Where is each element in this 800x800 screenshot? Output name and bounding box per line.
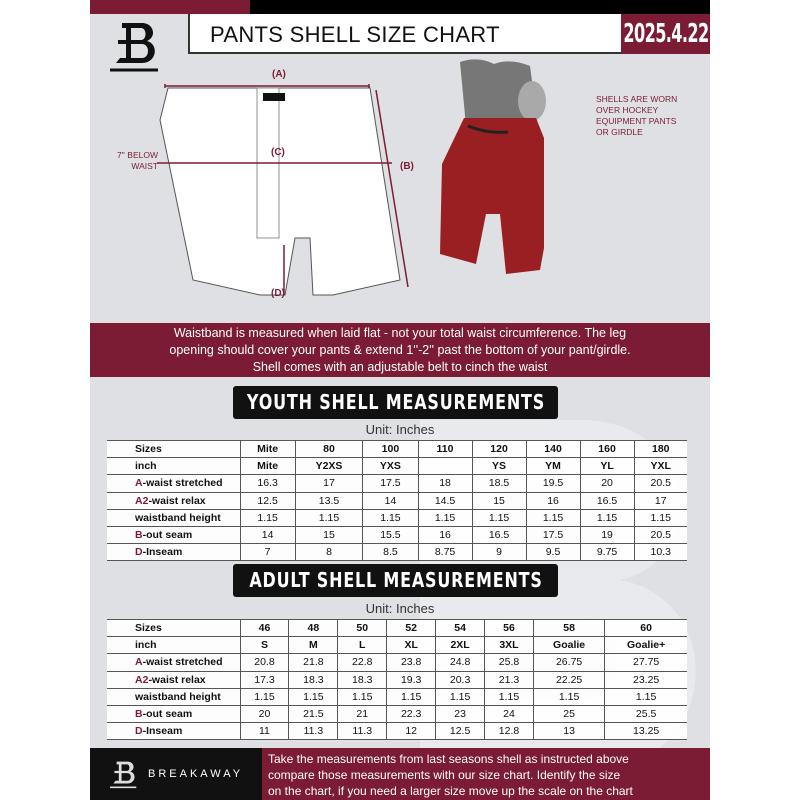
- measurement-info-band: [90, 323, 710, 377]
- info-line: Shell comes with an adjustable belt to cinch the waist: [252, 360, 548, 374]
- table-cell: 3XL: [485, 637, 534, 654]
- row-label: [107, 705, 240, 722]
- label-c: (C): [271, 147, 285, 158]
- table-cell: 1.15: [605, 688, 687, 705]
- table-cell: 1.15: [472, 509, 526, 526]
- table-cell: Mite: [240, 458, 295, 475]
- top-bar: [250, 0, 710, 14]
- table-cell: 1.15: [418, 509, 472, 526]
- table-cell: 22.3: [387, 705, 436, 722]
- note-line: EQUIPMENT PANTS: [596, 116, 677, 126]
- note-line: OVER HOCKEY: [596, 105, 659, 115]
- table-row: [107, 688, 687, 705]
- table-cell: 25.5: [605, 705, 687, 722]
- label-d: (D): [271, 288, 285, 299]
- table-cell: 19.5: [526, 475, 580, 492]
- table-cell: Mite: [240, 441, 295, 458]
- row-label: [107, 526, 240, 543]
- below-waist-note: [100, 150, 158, 172]
- table-cell: L: [338, 637, 387, 654]
- table-cell: 13.25: [605, 723, 687, 740]
- table-row: [107, 671, 687, 688]
- table-cell: 20: [580, 475, 634, 492]
- table-cell: 18: [418, 475, 472, 492]
- page-title: PANTS SHELL SIZE CHART: [210, 22, 500, 47]
- top-bar-accent: [90, 0, 250, 14]
- table-cell: 1.15: [533, 688, 604, 705]
- row-label: [107, 637, 240, 654]
- table-cell: 14.5: [418, 492, 472, 509]
- table-cell: 21: [338, 705, 387, 722]
- table-cell: 13: [533, 723, 604, 740]
- table-cell: [418, 458, 472, 475]
- table-row: [107, 723, 687, 740]
- breakaway-logo-icon: [108, 20, 163, 75]
- shells-note: [596, 94, 677, 138]
- instruction-line: on the chart, if you need a larger size move up the scale on the chart: [268, 784, 633, 798]
- table-cell: 56: [485, 620, 534, 637]
- table-cell: XL: [387, 637, 436, 654]
- table-cell: 15: [295, 526, 363, 543]
- measure-code: D: [135, 725, 143, 738]
- measure-name: -out seam: [142, 708, 193, 721]
- table-row: [107, 544, 687, 561]
- table-cell: YXL: [634, 458, 687, 475]
- table-cell: 80: [295, 441, 363, 458]
- table-cell: 16: [526, 492, 580, 509]
- table-cell: 22.8: [338, 654, 387, 671]
- table-cell: 12.5: [240, 492, 295, 509]
- row-label: [107, 723, 240, 740]
- table-cell: 12.8: [485, 723, 534, 740]
- row-label: [107, 475, 240, 492]
- table-cell: 160: [580, 441, 634, 458]
- table-cell: 52: [387, 620, 436, 637]
- table-cell: 18.5: [472, 475, 526, 492]
- measure-code: B: [135, 708, 143, 721]
- table-cell: 16.3: [240, 475, 295, 492]
- table-cell: YL: [580, 458, 634, 475]
- note-line: 7'' BELOW: [116, 150, 158, 160]
- table-cell: 14: [363, 492, 418, 509]
- brand-name: BREAKAWAY: [148, 768, 244, 780]
- measure-code: A2: [135, 673, 149, 686]
- table-cell: 17: [295, 475, 363, 492]
- label-a: (A): [272, 69, 286, 80]
- table-cell: 20.8: [240, 654, 289, 671]
- info-line: Waistband is measured when laid flat - not your total waist circumference. The leg: [173, 326, 627, 340]
- table-cell: 26.75: [533, 654, 604, 671]
- table-cell: 19: [580, 526, 634, 543]
- row-label: [107, 458, 240, 475]
- table-cell: 15: [472, 492, 526, 509]
- table-cell: 22.25: [533, 671, 604, 688]
- info-line: opening should cover your pants & extend 1''-2'' past the bottom of your pant/girdle.: [169, 343, 631, 357]
- table-cell: 7: [240, 544, 295, 561]
- table-cell: 110: [418, 441, 472, 458]
- table-cell: 20.3: [436, 671, 485, 688]
- date-text: 2025.4.22: [622, 19, 709, 49]
- measure-name: waistband height: [135, 690, 221, 703]
- table-cell: 1.15: [240, 688, 289, 705]
- size-chart-panel: [90, 0, 710, 800]
- table-cell: 58: [533, 620, 604, 637]
- table-cell: 1.15: [295, 509, 363, 526]
- table-cell: 9.75: [580, 544, 634, 561]
- table-cell: 10.3: [634, 544, 687, 561]
- table-cell: 50: [338, 620, 387, 637]
- table-cell: 1.15: [387, 688, 436, 705]
- table-cell: YXS: [363, 458, 418, 475]
- table-cell: 25: [533, 705, 604, 722]
- table-cell: 12.5: [436, 723, 485, 740]
- table-cell: 8: [295, 544, 363, 561]
- table-cell: 11.3: [289, 723, 338, 740]
- table-row: [107, 458, 687, 475]
- note-line: OR GIRDLE: [596, 127, 643, 137]
- table-cell: 15.5: [363, 526, 418, 543]
- table-cell: 23: [436, 705, 485, 722]
- instruction-line: Take the measurements from last seasons shell as instructed above: [268, 752, 629, 766]
- table-cell: 21.3: [485, 671, 534, 688]
- table-cell: 17.5: [526, 526, 580, 543]
- table-cell: YS: [472, 458, 526, 475]
- row-label: [107, 671, 240, 688]
- table-cell: 19.3: [387, 671, 436, 688]
- table-cell: 14: [240, 526, 295, 543]
- table-row: [107, 526, 687, 543]
- table-cell: 21.8: [289, 654, 338, 671]
- table-row: [107, 705, 687, 722]
- table-cell: 1.15: [289, 688, 338, 705]
- table-cell: S: [240, 637, 289, 654]
- adult-section-badge: [233, 564, 558, 597]
- breakaway-logo-icon: [108, 760, 140, 790]
- table-cell: 24.8: [436, 654, 485, 671]
- table-cell: 1.15: [240, 509, 295, 526]
- table-cell: 16.5: [472, 526, 526, 543]
- measure-name: -Inseam: [142, 725, 183, 738]
- table-row: [107, 620, 687, 637]
- date-badge: [621, 14, 710, 54]
- adult-unit-label: Unit: Inches: [365, 601, 435, 616]
- table-cell: 46: [240, 620, 289, 637]
- measure-name: -waist stretched: [142, 656, 223, 669]
- table-cell: 8.5: [363, 544, 418, 561]
- measure-name: -out seam: [142, 529, 193, 542]
- measure-name: -Inseam: [142, 546, 183, 559]
- table-cell: 8.75: [418, 544, 472, 561]
- table-cell: 1.15: [338, 688, 387, 705]
- table-cell: 20.5: [634, 526, 687, 543]
- measure-code: B: [135, 529, 143, 542]
- table-cell: 20: [240, 705, 289, 722]
- row-label: [107, 688, 240, 705]
- table-cell: 18.3: [338, 671, 387, 688]
- table-cell: 20.5: [634, 475, 687, 492]
- measure-name: inch: [135, 460, 157, 473]
- table-cell: 18.3: [289, 671, 338, 688]
- adult-section-title: ADULT SHELL MEASUREMENTS: [248, 568, 543, 592]
- table-cell: 25.8: [485, 654, 534, 671]
- measure-code: D: [135, 546, 143, 559]
- table-cell: 23.8: [387, 654, 436, 671]
- table-cell: 54: [436, 620, 485, 637]
- pants-diagram: [145, 80, 435, 305]
- table-cell: Goalie+: [605, 637, 687, 654]
- youth-section-title: YOUTH SHELL MEASUREMENTS: [246, 390, 545, 414]
- hockey-pants-photo: [438, 56, 568, 296]
- instruction-line: compare those measurements with our size chart. Identify the size: [268, 768, 621, 782]
- table-row: [107, 637, 687, 654]
- table-row: [107, 654, 687, 671]
- table-cell: 1.15: [363, 509, 418, 526]
- table-row: [107, 492, 687, 509]
- table-cell: 17.5: [363, 475, 418, 492]
- table-cell: 23.25: [605, 671, 687, 688]
- adult-size-table: [107, 619, 687, 740]
- table-cell: 17.3: [240, 671, 289, 688]
- table-cell: 13.5: [295, 492, 363, 509]
- row-label: [107, 441, 240, 458]
- measure-name: -waist stretched: [142, 477, 223, 490]
- table-cell: 1.15: [436, 688, 485, 705]
- label-b: (B): [400, 161, 414, 172]
- measure-name: -waist relax: [148, 494, 206, 507]
- measure-code: A: [135, 477, 143, 490]
- table-cell: 1.15: [485, 688, 534, 705]
- table-cell: 17: [634, 492, 687, 509]
- table-cell: 1.15: [526, 509, 580, 526]
- row-label: [107, 509, 240, 526]
- measure-code: A: [135, 656, 143, 669]
- footer-instructions: [262, 748, 710, 800]
- table-cell: 140: [526, 441, 580, 458]
- table-row: [107, 475, 687, 492]
- table-cell: 60: [605, 620, 687, 637]
- table-cell: 1.15: [634, 509, 687, 526]
- table-cell: 11: [240, 723, 289, 740]
- table-cell: 48: [289, 620, 338, 637]
- measure-name: Sizes: [135, 443, 162, 456]
- measure-name: waistband height: [135, 511, 221, 524]
- table-row: [107, 509, 687, 526]
- measure-name: inch: [135, 639, 157, 652]
- measure-code: A2: [135, 494, 149, 507]
- table-cell: Y2XS: [295, 458, 363, 475]
- table-cell: 1.15: [580, 509, 634, 526]
- row-label: [107, 492, 240, 509]
- note-line: WAIST: [131, 161, 158, 171]
- table-cell: 9: [472, 544, 526, 561]
- title-box: [188, 14, 621, 54]
- measure-name: -waist relax: [148, 673, 206, 686]
- table-cell: 9.5: [526, 544, 580, 561]
- table-cell: 16.5: [580, 492, 634, 509]
- table-cell: 11.3: [338, 723, 387, 740]
- table-cell: 180: [634, 441, 687, 458]
- table-cell: YM: [526, 458, 580, 475]
- table-cell: 27.75: [605, 654, 687, 671]
- table-cell: 100: [363, 441, 418, 458]
- row-label: [107, 544, 240, 561]
- table-cell: M: [289, 637, 338, 654]
- measure-name: Sizes: [135, 622, 162, 635]
- table-cell: 12: [387, 723, 436, 740]
- table-cell: 24: [485, 705, 534, 722]
- youth-section-badge: [233, 386, 558, 419]
- table-cell: 120: [472, 441, 526, 458]
- table-cell: Goalie: [533, 637, 604, 654]
- youth-size-table: [107, 440, 687, 561]
- row-label: [107, 620, 240, 637]
- note-line: SHELLS ARE WORN: [596, 94, 678, 104]
- row-label: [107, 654, 240, 671]
- youth-unit-label: Unit: Inches: [365, 422, 435, 437]
- table-cell: 21.5: [289, 705, 338, 722]
- table-row: [107, 441, 687, 458]
- table-cell: 2XL: [436, 637, 485, 654]
- table-cell: 16: [418, 526, 472, 543]
- footer-brand-block: [90, 748, 262, 800]
